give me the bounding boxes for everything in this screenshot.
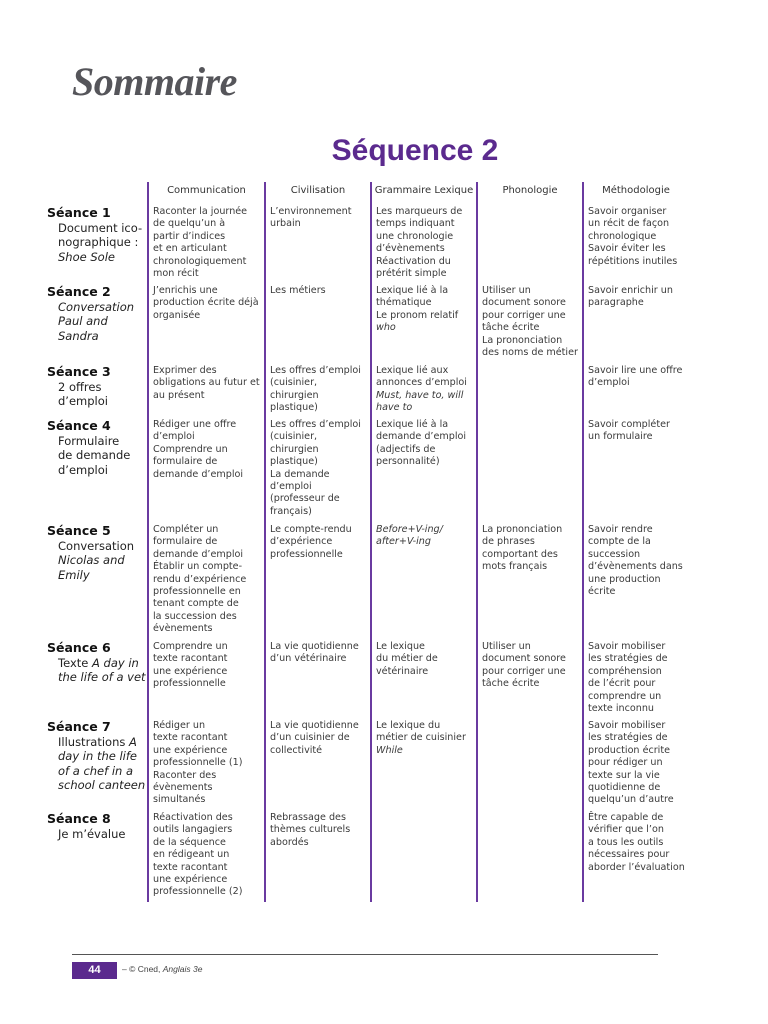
- seance-description-italic: A day in: [92, 655, 139, 670]
- cell-line: Les offres d’emploi: [270, 365, 361, 376]
- cell-line: La prononciation: [482, 524, 563, 535]
- cell-line: Les métiers: [270, 285, 326, 296]
- cell-line: chirurgien: [270, 389, 319, 401]
- seance-label: [47, 524, 134, 582]
- seance-title: Séance 7: [47, 719, 111, 734]
- seance-label: [47, 641, 146, 685]
- seance-description-line: Nicolas and: [58, 553, 125, 568]
- cell-line: métier de cuisinier: [376, 732, 466, 744]
- cell-line: d’emploi: [588, 377, 630, 389]
- cell-line: Réactivation du: [376, 255, 451, 267]
- cell-line: succession: [588, 548, 641, 560]
- cell-grammaire-lexique: [376, 641, 438, 678]
- cell-line: who: [376, 322, 396, 334]
- cell-line: professionnelle (1): [153, 757, 243, 769]
- seance-description-line: d’emploi: [58, 394, 108, 409]
- cell-line: professionnelle: [270, 548, 343, 560]
- cell-communication: [153, 365, 260, 402]
- cell-line: une chronologie: [376, 230, 454, 242]
- cell-methodologie: [588, 206, 677, 268]
- cell-line: aborder l’évaluation: [588, 861, 685, 873]
- cell-line: compréhension: [588, 665, 662, 677]
- cell-line: chirurgien: [270, 443, 319, 455]
- seance-description-line: school canteen: [58, 778, 146, 793]
- cell-line: (cuisinier,: [270, 377, 318, 389]
- cell-grammaire-lexique: [376, 720, 466, 757]
- seance-title: Séance 8: [47, 811, 111, 826]
- cell-line: d’évènements: [376, 243, 445, 255]
- cell-line: pour rédiger un: [588, 757, 663, 769]
- footer-rule: [72, 954, 658, 955]
- page-title: Sommaire: [72, 59, 237, 104]
- cell-line: mon récit: [153, 268, 199, 280]
- cell-line: professionnelle (2): [153, 886, 243, 898]
- cell-line: Lexique lié aux: [376, 365, 449, 376]
- cell-line: au présent: [153, 389, 205, 401]
- seance-title: Séance 6: [47, 640, 111, 655]
- course-name: Anglais 3e: [162, 964, 203, 974]
- column-divider: [370, 182, 372, 902]
- cell-communication: [153, 812, 242, 899]
- cell-line: partir d’indices: [153, 230, 226, 242]
- cell-line: en rédigeant un: [153, 849, 230, 861]
- cell-line: outils langagiers: [153, 824, 233, 836]
- cell-line: production écrite: [588, 744, 671, 756]
- seance-description-line: 2 offres: [58, 379, 102, 394]
- cell-line: Before+V-ing/: [376, 524, 443, 535]
- cell-line: vétérinaire: [376, 665, 429, 677]
- cell-methodologie: [588, 641, 668, 715]
- cell-line: La vie quotidienne: [270, 720, 359, 731]
- cell-communication: [153, 206, 247, 280]
- cell-line: répétitions inutiles: [588, 255, 678, 267]
- page-number: 44: [72, 962, 117, 979]
- cell-line: compte de la: [588, 536, 651, 548]
- column-divider: [147, 182, 149, 902]
- column-divider: [264, 182, 266, 902]
- cell-line: collectivité: [270, 744, 323, 756]
- seance-label: [47, 720, 145, 793]
- cell-line: un récit de façon: [588, 218, 670, 230]
- cell-line: de phrases: [482, 536, 535, 548]
- cell-communication: [153, 720, 242, 807]
- seance-label: [47, 812, 125, 841]
- cell-line: La demande: [270, 468, 330, 480]
- cell-line: Le lexique du: [376, 720, 441, 731]
- cell-line: d’un vétérinaire: [270, 653, 347, 665]
- cell-line: Savoir éviter les: [588, 243, 666, 255]
- seance-description-line: the life of a vet: [58, 670, 146, 685]
- seance-title: Séance 5: [47, 523, 111, 538]
- cell-methodologie: [588, 419, 670, 444]
- cell-line: professionnelle: [153, 678, 226, 690]
- cell-line: texte sur la vie: [588, 769, 660, 781]
- cell-grammaire-lexique: [376, 365, 467, 415]
- cell-line: thèmes culturels: [270, 824, 351, 836]
- seance-description-line: Sandra: [58, 328, 99, 343]
- cell-line: d’évènements dans: [588, 561, 683, 573]
- cell-line: temps indiquant: [376, 218, 455, 230]
- cell-line: comportant des: [482, 548, 558, 560]
- cell-line: Réactivation des: [153, 812, 233, 823]
- cell-line: une expérience: [153, 665, 228, 677]
- copyright-line: [122, 964, 202, 974]
- seance-description-line: Shoe Sole: [58, 249, 115, 264]
- cell-line: une expérience: [153, 744, 228, 756]
- cell-line: la succession des: [153, 610, 237, 622]
- seance-description-line: of a chef in a: [58, 763, 134, 778]
- cell-line: d’emploi: [270, 481, 312, 493]
- cell-line: Utiliser un: [482, 641, 531, 652]
- cell-line: formulaire de: [153, 536, 218, 548]
- cell-line: texte racontant: [153, 732, 228, 744]
- seance-description-line: de demande: [58, 448, 131, 463]
- cell-line: de la séquence: [153, 836, 226, 848]
- cell-line: simultanés: [153, 794, 206, 806]
- cell-line: évènements: [153, 623, 213, 635]
- cell-line: Lexique lié à la: [376, 285, 449, 296]
- cell-line: paragraphe: [588, 297, 644, 309]
- cell-line: Savoir compléter: [588, 419, 670, 430]
- column-header-communication: Communication: [167, 185, 246, 196]
- cell-line: abordés: [270, 836, 309, 848]
- cell-line: texte inconnu: [588, 703, 655, 715]
- seance-description-line: day in the life: [58, 749, 137, 764]
- column-header-civilisation: Civilisation: [290, 185, 346, 196]
- cell-line: Utiliser un: [482, 285, 531, 296]
- cell-civilisation: [270, 812, 350, 849]
- cell-line: Savoir enrichir un: [588, 285, 673, 296]
- cell-line: rendu d’expérience: [153, 573, 247, 585]
- cell-line: texte racontant: [153, 861, 228, 873]
- cell-communication: [153, 641, 228, 691]
- cell-communication: [153, 524, 246, 636]
- column-header-methodologie: Méthodologie: [602, 185, 670, 196]
- cell-line: thématique: [376, 297, 432, 309]
- column-divider: [582, 182, 584, 902]
- cell-phonologie: [482, 285, 578, 359]
- cell-line: obligations au futur et: [153, 377, 260, 389]
- cell-line: Comprendre un: [153, 443, 228, 455]
- seance-description-line: Conversation: [58, 299, 135, 314]
- cell-line: nécessaires pour: [588, 849, 670, 861]
- cell-line: d’un cuisinier de: [270, 732, 350, 744]
- cell-methodologie: [588, 812, 685, 874]
- column-header-grammaire-lexique: Grammaire Lexique: [374, 185, 474, 196]
- cell-line: demande d’emploi: [153, 548, 244, 560]
- cell-line: du métier de: [376, 653, 438, 665]
- seance-title: Séance 3: [47, 364, 111, 379]
- cell-line: les stratégies de: [588, 653, 668, 665]
- cell-civilisation: [270, 419, 361, 518]
- cell-line: Savoir mobiliser: [588, 641, 666, 652]
- cell-line: Lexique lié à la: [376, 419, 449, 430]
- cell-line: chronologiquement: [153, 255, 247, 267]
- cell-line: Être capable de: [588, 812, 664, 823]
- cell-line: demande d’emploi: [376, 431, 467, 443]
- cell-methodologie: [588, 524, 683, 598]
- cell-grammaire-lexique: [376, 524, 443, 549]
- cell-line: plastique): [270, 456, 318, 468]
- cell-line: La vie quotidienne: [270, 641, 359, 652]
- cell-line: Rebrassage des: [270, 812, 346, 823]
- cell-civilisation: [270, 641, 359, 666]
- cell-line: Savoir organiser: [588, 206, 667, 217]
- cell-line: L’environnement: [270, 206, 352, 217]
- cell-communication: [153, 419, 243, 481]
- cell-line: pour corriger une: [482, 309, 566, 321]
- cell-grammaire-lexique: [376, 285, 458, 335]
- cell-line: Savoir rendre: [588, 524, 653, 535]
- cell-line: (professeur de: [270, 493, 340, 505]
- cell-phonologie: [482, 641, 566, 691]
- column-header-phonologie: Phonologie: [502, 185, 558, 196]
- cell-line: demande d’emploi: [153, 468, 244, 480]
- cell-civilisation: [270, 285, 326, 297]
- cell-line: tâche écrite: [482, 678, 540, 690]
- cell-line: un formulaire: [588, 431, 653, 443]
- seance-description-italic: A: [129, 734, 137, 749]
- cell-line: Savoir mobiliser: [588, 720, 666, 731]
- cell-line: prétérit simple: [376, 268, 447, 280]
- cell-line: texte racontant: [153, 653, 228, 665]
- cell-line: personnalité): [376, 456, 440, 468]
- cell-line: Rédiger un: [153, 720, 206, 731]
- seance-description-line: Formulaire: [58, 433, 120, 448]
- cell-line: Must, have to, will: [376, 389, 464, 401]
- seance-description-line: Paul and: [58, 314, 108, 329]
- cell-line: comprendre un: [588, 690, 662, 702]
- cell-line: production écrite déjà: [153, 297, 259, 309]
- cell-methodologie: [588, 285, 673, 310]
- cell-line: Le compte-rendu: [270, 524, 352, 535]
- cell-line: d’expérience: [270, 536, 333, 548]
- cell-line: une expérience: [153, 874, 228, 886]
- cell-line: Les offres d’emploi: [270, 419, 361, 430]
- cell-line: Raconter la journée: [153, 206, 248, 217]
- cell-methodologie: [588, 365, 682, 390]
- cell-line: quotidienne de: [588, 782, 661, 794]
- cell-line: have to: [376, 402, 413, 414]
- cell-line: Le pronom relatif: [376, 309, 459, 321]
- copyright-prefix: – © Cned,: [122, 964, 163, 974]
- cell-line: J’enrichis une: [153, 285, 218, 296]
- cell-line: vérifier que l’on: [588, 824, 664, 836]
- cell-line: français): [270, 505, 312, 517]
- cell-line: évènements: [153, 782, 213, 794]
- seance-title: Séance 2: [47, 284, 111, 299]
- cell-civilisation: [270, 720, 359, 757]
- cell-line: tâche écrite: [482, 322, 540, 334]
- cell-grammaire-lexique: [376, 206, 462, 280]
- cell-line: de l’écrit pour: [588, 678, 656, 690]
- seance-label: [47, 206, 142, 264]
- cell-line: annonces d’emploi: [376, 377, 467, 389]
- cell-line: (cuisinier,: [270, 431, 318, 443]
- cell-civilisation: [270, 365, 361, 415]
- cell-line: Rédiger une offre: [153, 419, 237, 430]
- cell-line: pour corriger une: [482, 665, 566, 677]
- seance-label: [47, 285, 134, 343]
- cell-line: les stratégies de: [588, 732, 668, 744]
- seance-label: [47, 365, 111, 409]
- cell-line: Compléter un: [153, 524, 219, 535]
- cell-line: Exprimer des: [153, 365, 217, 376]
- cell-civilisation: [270, 206, 351, 231]
- cell-line: formulaire de: [153, 456, 218, 468]
- seance-description-line: Document ico-: [58, 220, 143, 235]
- seance-description-line: nographique :: [58, 235, 139, 250]
- cell-line: de quelqu’un à: [153, 218, 226, 230]
- cell-line: des noms de métier: [482, 347, 578, 359]
- cell-line: La prononciation: [482, 334, 563, 346]
- cell-line: Les marqueurs de: [376, 206, 463, 217]
- cell-line: écrite: [588, 586, 616, 598]
- seance-description-line: d’emploi: [58, 462, 108, 477]
- cell-line: tenant compte de: [153, 598, 239, 610]
- cell-line: organisée: [153, 309, 201, 321]
- seance-description-line: Illustrations A: [58, 734, 137, 749]
- cell-civilisation: [270, 524, 352, 561]
- cell-line: chronologique: [588, 230, 657, 242]
- cell-line: document sonore: [482, 653, 566, 665]
- seance-title: Séance 1: [47, 205, 111, 220]
- cell-line: urbain: [270, 218, 301, 230]
- sequence-title: Séquence 2: [331, 134, 499, 167]
- column-divider: [476, 182, 478, 902]
- cell-line: mots français: [482, 561, 548, 573]
- cell-line: Le lexique: [376, 641, 425, 652]
- cell-line: une production: [588, 573, 661, 585]
- cell-line: a tous les outils: [588, 836, 664, 848]
- cell-line: plastique): [270, 402, 318, 414]
- cell-line: after+V-ing: [376, 536, 431, 548]
- cell-line: (adjectifs de: [376, 443, 436, 455]
- seance-title: Séance 4: [47, 418, 111, 433]
- seance-label: [47, 419, 130, 477]
- cell-line: Comprendre un: [153, 641, 228, 652]
- cell-phonologie: [482, 524, 562, 574]
- cell-line: Établir un compte-: [153, 561, 243, 573]
- cell-line: quelqu’un d’autre: [588, 794, 674, 806]
- seance-description-line: Emily: [58, 567, 90, 582]
- seance-description-line: Je m’évalue: [58, 826, 126, 841]
- seance-description-line: Conversation: [58, 538, 135, 553]
- cell-grammaire-lexique: [376, 419, 466, 469]
- cell-line: Raconter des: [153, 769, 217, 781]
- cell-line: document sonore: [482, 297, 566, 309]
- cell-line: professionnelle en: [153, 586, 241, 598]
- cell-line: Savoir lire une offre: [588, 365, 683, 376]
- cell-methodologie: [588, 720, 674, 807]
- cell-line: et en articulant: [153, 243, 227, 255]
- cell-line: While: [376, 744, 403, 756]
- cell-communication: [153, 285, 259, 322]
- cell-line: d’emploi: [153, 431, 195, 443]
- seance-description-line: Texte A day in: [58, 655, 139, 670]
